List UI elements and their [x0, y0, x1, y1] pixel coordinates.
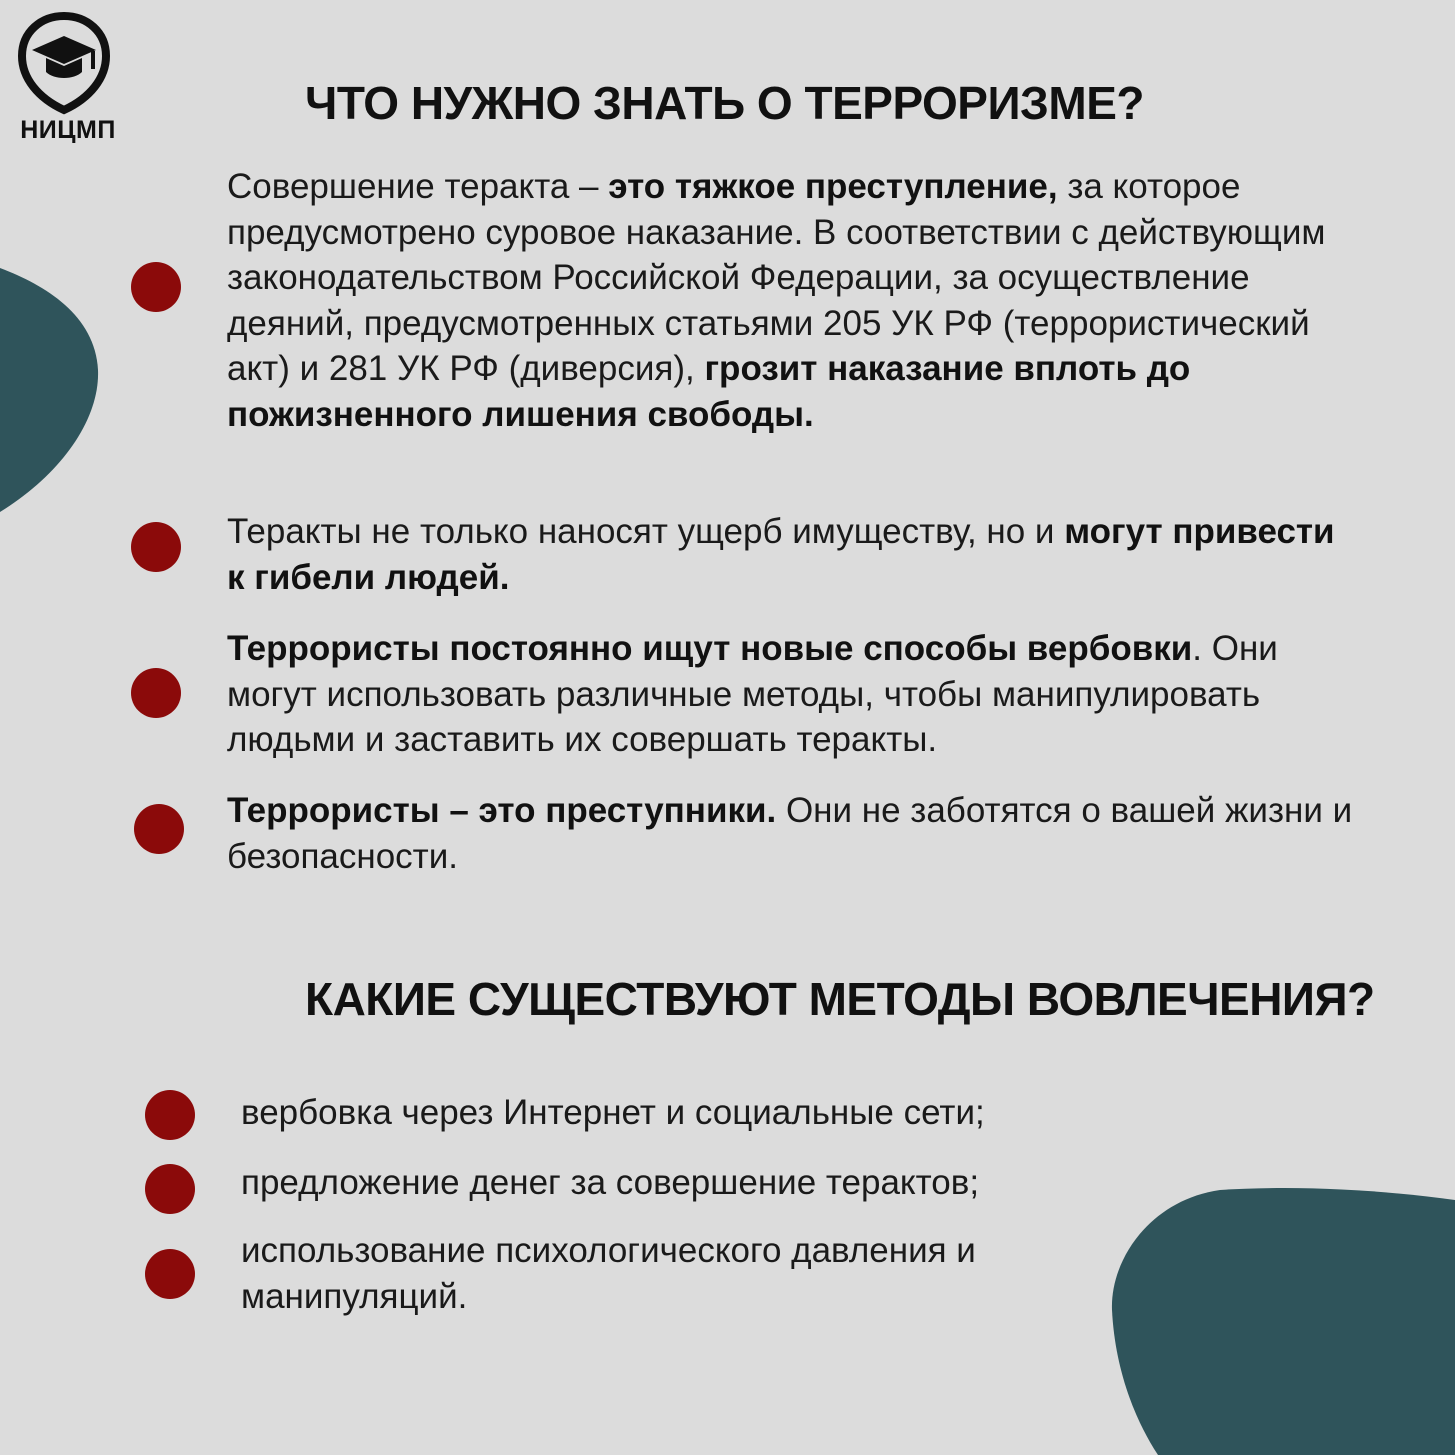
- section-title-methods: КАКИЕ СУЩЕСТВУЮТ МЕТОДЫ ВОВЛЕЧЕНИЯ?: [305, 973, 1375, 1025]
- paragraph-criminals: Террористы – это преступники. Они не заботятся о вашей жизни и безопасности.: [227, 791, 1353, 876]
- bullet-dot: [145, 1249, 195, 1299]
- bullet-dot: [134, 804, 184, 854]
- bullet-dot: [131, 668, 181, 718]
- list-item: использование психологического давления и манипуляций.: [241, 1231, 976, 1316]
- paragraph-crime: Совершение теракта – это тяжкое преступление, за которое предусмотрено суровое наказание. В соответствии с действующим законодательством Российской Федерации, за осуществление деяний, предусмотренных статьями 205 УК РФ (террористический акт) и 281 УК РФ (диверсия), грозит наказание вплоть до пожизненного лишения свободы.: [227, 167, 1326, 434]
- list-item: предложение денег за совершение терактов;: [241, 1163, 980, 1202]
- brand-name: НИЦМП: [20, 116, 116, 144]
- bullet-dot: [131, 262, 181, 312]
- list-item: вербовка через Интернет и социальные сети;: [241, 1093, 985, 1132]
- bullet-dot: [131, 522, 181, 572]
- bullet-dot: [145, 1090, 195, 1140]
- bullet-dot: [145, 1164, 195, 1214]
- section-title-terrorism: ЧТО НУЖНО ЗНАТЬ О ТЕРРОРИЗМЕ?: [305, 77, 1144, 129]
- paragraph-recruitment: Террористы постоянно ищут новые способы вербовки. Они могут использовать различные методы, чтобы манипулировать людьми и заставить их совершать теракты.: [227, 629, 1278, 759]
- paragraph-damage: Теракты не только наносят ущерб имуществу, но и могут привести к гибели людей.: [227, 512, 1335, 597]
